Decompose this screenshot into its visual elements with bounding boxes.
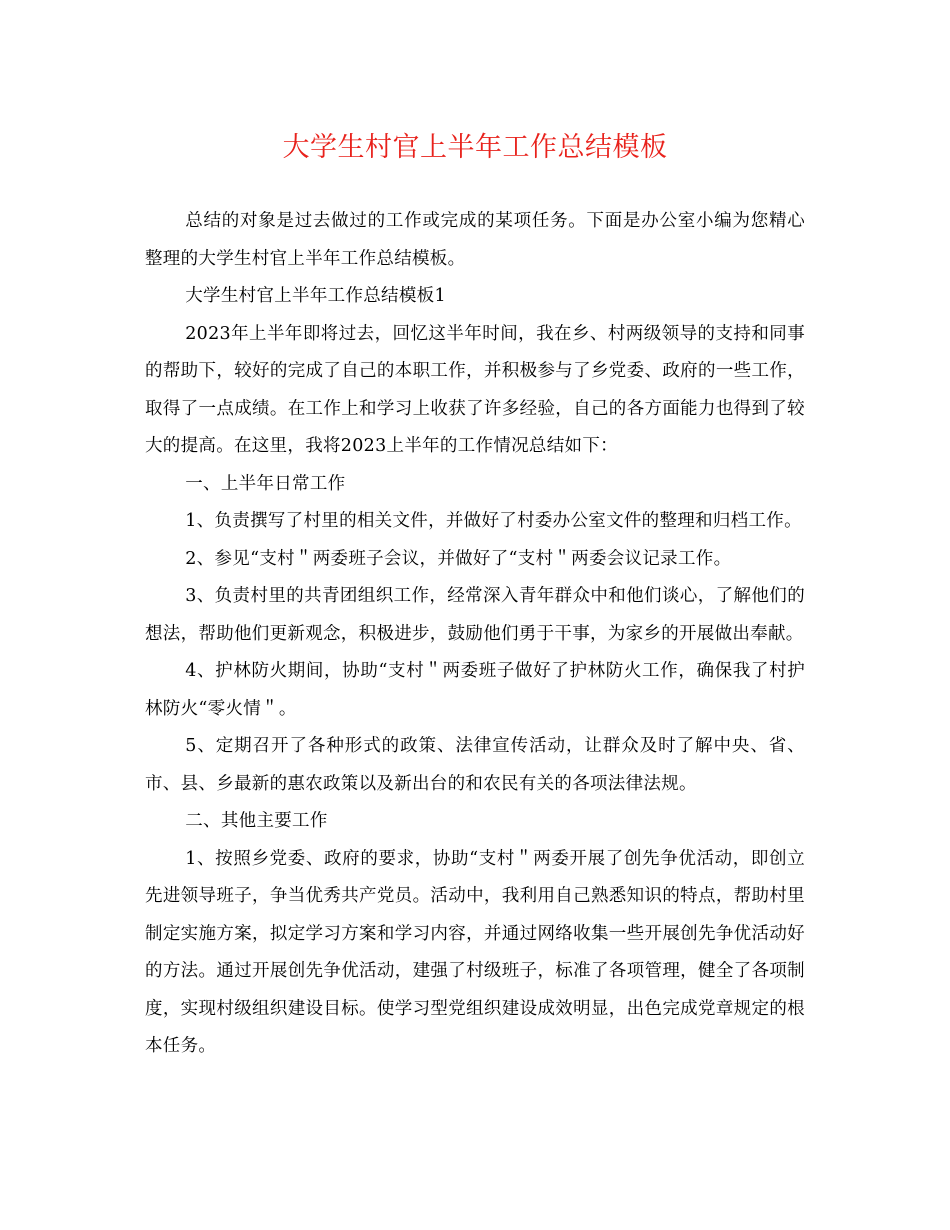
heading-daily-work: 一、上半年日常工作	[185, 473, 346, 494]
other-work-item-1: 1、按照乡党委、政府的要求，协助“支村＂两委开展了创先争优活动，即创立先进领导班子，争当优秀共产党员。活动中，我利用自己熟悉知识的特点，帮助村里制定实施方案，拟定学习方案和学习内容，并通过网络收集一些开展创先争优活动好的方法。通过开展创先争优活动，建强了村级班子，标准了各项管理，健全了各项制度，实现村级组织建设目标。使学习型党组织建设成效明显，出色完成党章规定的根本任务。	[145, 848, 805, 1056]
daily-work-item-3: 3、负责村里的共青团组织工作，经常深入青年群众中和他们谈心，了解他们的想法，帮助他们更新观念，积极进步，鼓励他们勇于干事，为家乡的开展做出奉献。	[145, 586, 805, 644]
heading-other-work: 二、其他主要工作	[185, 811, 328, 831]
daily-work-item-4: 4、护林防火期间，协助“支村＂两委班子做好了护林防火工作，确保我了村护林防火“零火情＂。	[145, 661, 805, 719]
document-title: 大学生村官上半年工作总结模板	[282, 132, 668, 163]
daily-work-item-5: 5、定期召开了各种形式的政策、法律宣传活动，让群众及时了解中央、省、市、县、乡最新的惠农政策以及新出台的和农民有关的各项法律法规。	[145, 736, 805, 794]
overview-paragraph: 2023年上半年即将过去，回忆这半年时间，我在乡、村两级领导的支持和同事的帮助下，较好的完成了自己的本职工作，并积极参与了乡党委、政府的一些工作，取得了一点成绩。在工作上和学习上收获了许多经验，自己的各方面能力也得到了较大的提高。在这里，我将2023上半年的工作情况总结如下：	[145, 323, 805, 456]
intro-paragraph: 总结的对象是过去做过的工作或完成的某项任务。下面是办公室小编为您精心整理的大学生村官上半年工作总结模板。	[145, 211, 805, 269]
document-body	[145, 203, 805, 1066]
section-heading-template-1: 大学生村官上半年工作总结模板1	[185, 286, 446, 306]
daily-work-item-1: 1、负责撰写了村里的相关文件，并做好了村委办公室文件的整理和归档工作。	[185, 511, 802, 531]
daily-work-item-2: 2、参见“支村＂两委班子会议，并做好了“支村＂两委会议记录工作。	[185, 548, 732, 569]
